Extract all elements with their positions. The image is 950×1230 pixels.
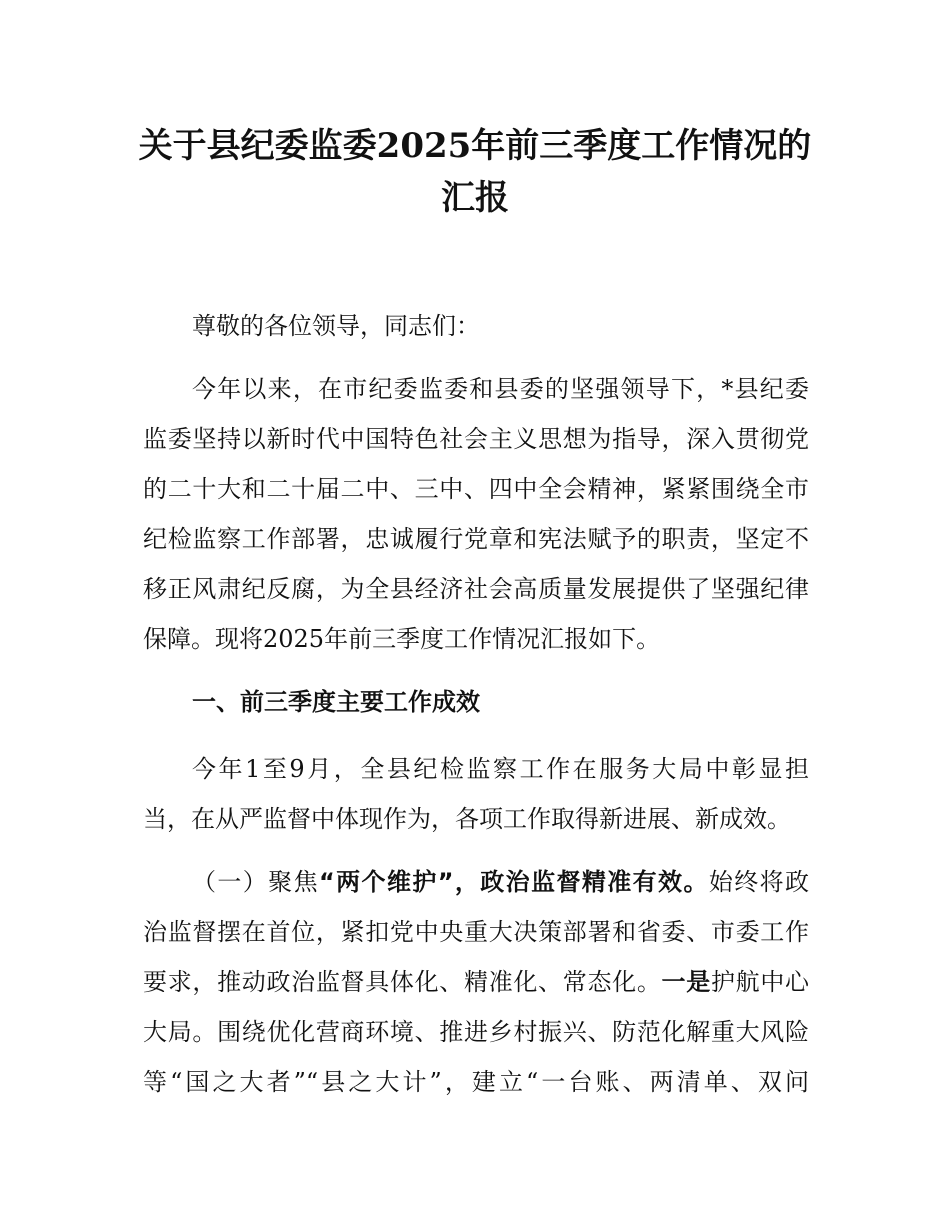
body-text: 护航中心 (710, 968, 810, 996)
body-line: 等“国之大者”“县之大计”，建立“一台账、两清单、双问 (143, 1068, 809, 1096)
section-intro-line: 今年1至9月，全县纪检监察工作在服务大局中彰显担 (192, 755, 809, 783)
section-heading: 一、前三季度主要工作成效 (192, 688, 480, 716)
subsection-rest: 始终将政 (708, 868, 810, 896)
section-intro-line: 当，在从严监督中体现作为，各项工作取得新进展、新成效。 (143, 805, 791, 833)
intro-line: 移正风肃纪反腐，为全县经济社会高质量发展提供了坚强纪律 (143, 575, 809, 603)
subsection-prefix: （一）聚焦 (192, 868, 319, 896)
intro-line: 保障。现将2025年前三季度工作情况汇报如下。 (143, 625, 661, 653)
body-text: 要求，推动政治监督具体化、精准化、常态化。 (143, 968, 662, 996)
document-title-line-2: 汇报 (441, 178, 509, 218)
intro-line: 监委坚持以新时代中国特色社会主义思想为指导，深入贯彻党 (143, 425, 809, 453)
emphasis-text: 一是 (661, 968, 711, 996)
salutation: 尊敬的各位领导，同志们： (192, 312, 480, 340)
body-line (143, 967, 809, 997)
intro-line: 今年以来，在市纪委监委和县委的坚强领导下，*县纪委 (192, 375, 809, 403)
intro-line: 的二十大和二十届二中、三中、四中全会精神，紧紧围绕全市 (143, 475, 809, 503)
document-title-line-1: 关于县纪委监委2025年前三季度工作情况的 (138, 126, 812, 166)
body-line: 治监督摆在首位，紧扣党中央重大决策部署和省委、市委工作 (143, 918, 809, 946)
subsection-bold-title: “两个维护”，政治监督精准有效。 (318, 868, 709, 896)
subsection-heading-line (192, 867, 809, 897)
intro-line: 纪检监察工作部署，忠诚履行党章和宪法赋予的职责，坚定不 (143, 525, 809, 553)
body-line: 大局。围绕优化营商环境、推进乡村振兴、防范化解重大风险 (143, 1018, 809, 1046)
